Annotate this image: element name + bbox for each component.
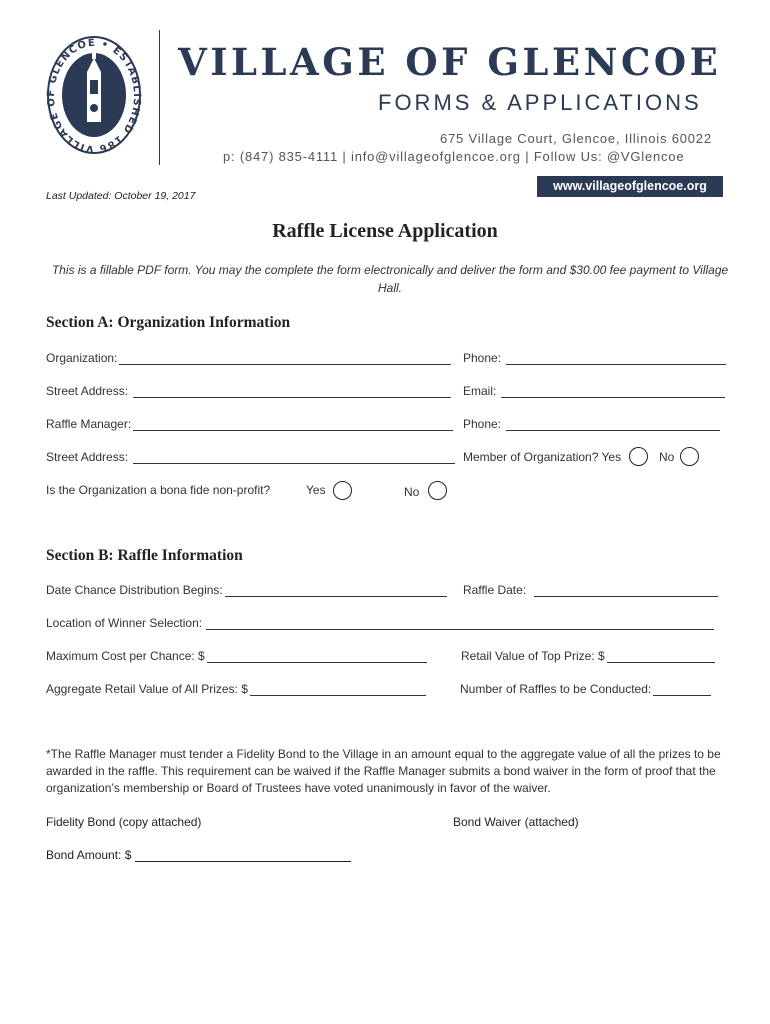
nonprofit-question: Is the Organization a bona fide non-profit?: [46, 483, 271, 497]
date-begins-field[interactable]: [225, 585, 447, 597]
max-cost-label: Maximum Cost per Chance: $: [46, 649, 205, 663]
fidelity-bond-note: *The Raffle Manager must tender a Fidelity Bond to the Village in an amount equal to the aggregate value of all the prizes to be awarded in the raffle. This requirement can be waived if the Raffle Manager submits a bond waiver in the form of proof that the organization’s membership or Board of Trustees have voted unanimously in favor of the waiver.: [46, 747, 721, 795]
email-field[interactable]: [501, 386, 725, 398]
top-prize-field[interactable]: [607, 651, 715, 663]
street2-row: [46, 450, 455, 464]
manager-label: Raffle Manager:: [46, 417, 132, 431]
nonprofit-no-label: No: [404, 485, 420, 499]
street2-label: Street Address:: [46, 450, 129, 464]
aggregate-field[interactable]: [250, 684, 426, 696]
max-cost-field[interactable]: [207, 651, 427, 663]
phone1-row: [463, 351, 726, 365]
email-label: Email:: [463, 384, 497, 398]
section-b-heading: Section B: Raffle Information: [46, 547, 243, 564]
forms-subtitle: FORMS & APPLICATIONS: [378, 90, 702, 115]
nonprofit-yes-label: Yes: [306, 483, 326, 497]
raffle-date-row: [463, 583, 718, 597]
top-prize-row: [461, 649, 715, 663]
street1-label: Street Address:: [46, 384, 129, 398]
intro-text: This is a fillable PDF form. You may the complete the form electronically and deliver the form and $30.00 fee payment to Village Hall.: [51, 263, 729, 295]
phone2-field[interactable]: [506, 419, 720, 431]
village-address: 675 Village Court, Glencoe, Illinois 60022: [440, 131, 712, 146]
email-row: [463, 384, 725, 398]
nonprofit-yes-radio[interactable]: [333, 481, 352, 500]
organization-field[interactable]: [119, 353, 451, 365]
member-row: [463, 450, 621, 464]
num-raffles-field[interactable]: [653, 684, 711, 696]
max-cost-row: [46, 649, 427, 663]
member-yes-radio[interactable]: [629, 447, 648, 466]
organization-row: [46, 351, 451, 365]
phone2-label: Phone:: [463, 417, 502, 431]
bond-amount-label: Bond Amount: $: [46, 848, 132, 862]
organization-label: Organization:: [46, 351, 118, 365]
document-title: Raffle License Application: [272, 220, 498, 242]
member-question: Member of Organization? Yes: [463, 450, 622, 464]
nonprofit-no-radio[interactable]: [428, 481, 447, 500]
street2-field[interactable]: [133, 452, 455, 464]
manager-field[interactable]: [133, 419, 453, 431]
header-divider: [159, 30, 160, 165]
bond-waiver-option[interactable]: Bond Waiver (attached): [453, 815, 579, 829]
bond-amount-field[interactable]: [135, 850, 351, 862]
manager-row: [46, 417, 453, 431]
village-title: VILLAGE OF GLENCOE: [178, 40, 722, 84]
location-row: [46, 616, 714, 630]
date-begins-row: [46, 583, 447, 597]
fidelity-bond-option[interactable]: Fidelity Bond (copy attached): [46, 815, 202, 829]
last-updated: Last Updated: October 19, 2017: [46, 190, 196, 202]
top-prize-label: Retail Value of Top Prize: $: [461, 649, 605, 663]
phone1-label: Phone:: [463, 351, 502, 365]
website-link[interactable]: www.villageofglencoe.org: [537, 176, 723, 197]
village-seal: [46, 34, 142, 156]
member-no-label: No: [659, 450, 675, 464]
date-begins-label: Date Chance Distribution Begins:: [46, 583, 223, 597]
phone2-row: [463, 417, 720, 431]
location-field[interactable]: [206, 618, 714, 630]
aggregate-label: Aggregate Retail Value of All Prizes: $: [46, 682, 248, 696]
seal-text: VILLAGE OF GLENCOE • ESTABLISHED 186: [46, 37, 142, 155]
section-a-heading: Section A: Organization Information: [46, 314, 291, 331]
raffle-date-field[interactable]: [534, 585, 718, 597]
num-raffles-row: [460, 682, 711, 696]
aggregate-row: [46, 682, 426, 696]
street1-field[interactable]: [133, 386, 451, 398]
bond-amount-row: [46, 848, 351, 862]
contact-line: p: (847) 835-4111 | info@villageofglencoe.org | Follow Us: @VGlencoe: [223, 149, 685, 164]
street1-row: [46, 384, 451, 398]
raffle-date-label: Raffle Date:: [463, 583, 527, 597]
location-label: Location of Winner Selection:: [46, 616, 203, 630]
member-no-radio[interactable]: [680, 447, 699, 466]
num-raffles-label: Number of Raffles to be Conducted:: [460, 682, 652, 696]
phone1-field[interactable]: [506, 353, 726, 365]
